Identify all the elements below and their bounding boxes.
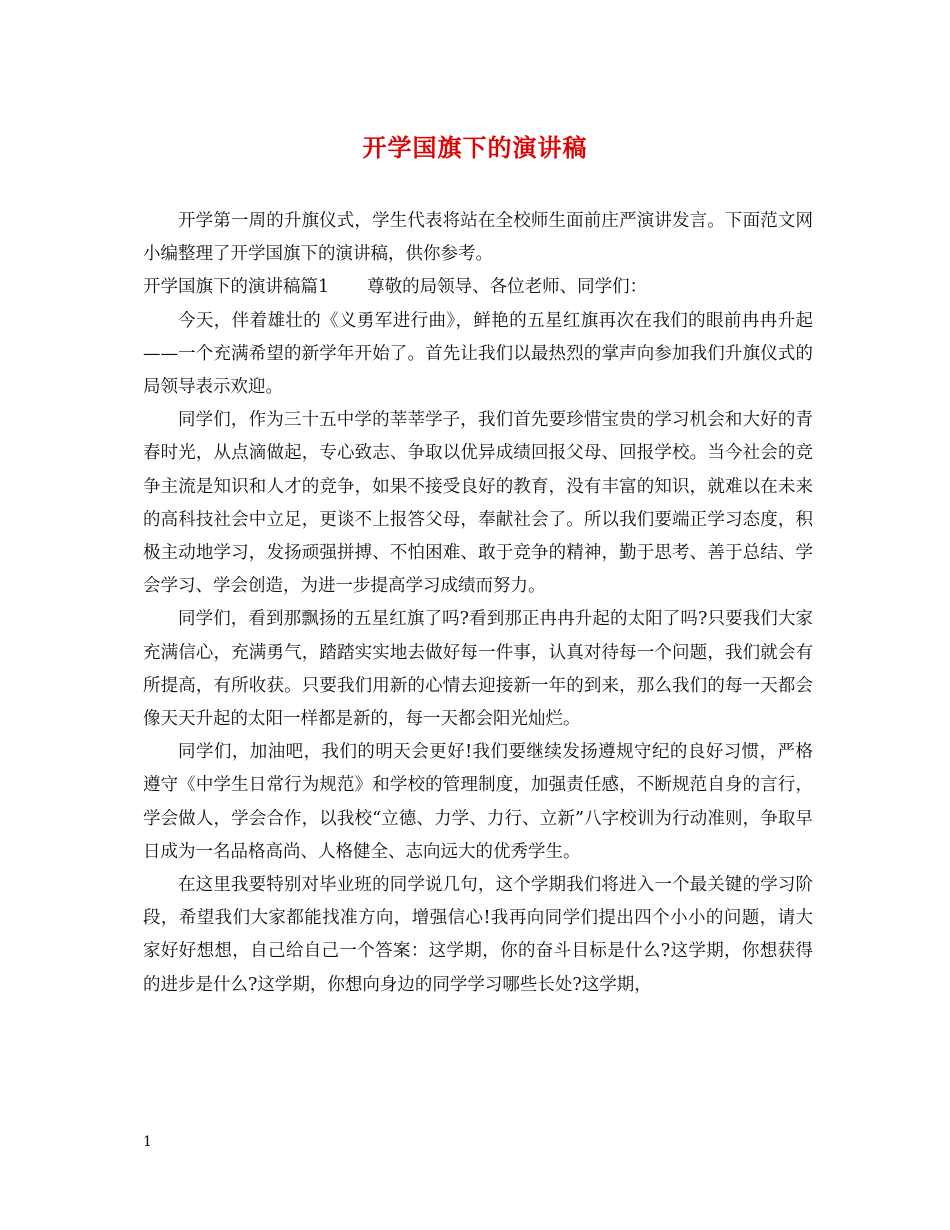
salutation: 尊敬的局领导、各位老师、同学们： bbox=[367, 277, 648, 298]
intro-paragraph: 开学第一周的升旗仪式，学生代表将站在全校师生面前庄严演讲发言。下面范文网小编整理了开学国旗下的演讲稿，供你参考。 bbox=[143, 211, 813, 265]
section-heading: 开学国旗下的演讲稿篇1 bbox=[143, 277, 330, 298]
section-heading-line bbox=[143, 271, 813, 304]
body-paragraph-4: 同学们，加油吧，我们的明天会更好!我们要继续发扬遵规守纪的良好习惯，严格遵守《中学生日常行为规范》和学校的管理制度，加强责任感，不断规范自身的言行，学会做人，学会合作，以我校“立德、力学、力行、立新”八字校训为行动准则，争取早日成为一名品格高尚、人格健全、志向远大的优秀学生。 bbox=[143, 742, 813, 862]
body-paragraph-2: 同学们，作为三十五中学的莘莘学子，我们首先要珍惜宝贵的学习机会和大好的青春时光，从点滴做起，专心致志、争取以优异成绩回报父母、回报学校。当今社会的竞争主流是知识和人才的竞争，如果不接受良好的教育，没有丰富的知识，就难以在未来的高科技社会中立足，更谈不上报答父母，奉献社会了。所以我们要端正学习态度，积极主动地学习，发扬顽强拼搏、不怕困难、敢于竞争的精神，勤于思考、善于总结、学会学习、学会创造，为进一步提高学习成绩而努力。 bbox=[143, 410, 813, 597]
document-title: 开学国旗下的演讲稿 bbox=[362, 133, 588, 162]
body-paragraph-1: 今天，伴着雄壮的《义勇军进行曲》，鲜艳的五星红旗再次在我们的眼前冉冉升起——一个充满希望的新学年开始了。首先让我们以最热烈的掌声向参加我们升旗仪式的局领导表示欢迎。 bbox=[143, 310, 813, 398]
document-body bbox=[143, 205, 813, 1002]
page-number: 1 bbox=[143, 1134, 152, 1150]
body-paragraph-5: 在这里我要特别对毕业班的同学说几句，这个学期我们将进入一个最关键的学习阶段，希望我们大家都能找准方向，增强信心!我再向同学们提出四个小小的问题，请大家好好想想，自己给自己一个答案：这学期，你的奋斗目标是什么?这学期，你想获得的进步是什么?这学期，你想向身边的同学学习哪些长处?这学期， bbox=[143, 875, 813, 995]
body-paragraph-3: 同学们，看到那飘扬的五星红旗了吗?看到那正冉冉升起的太阳了吗?只要我们大家充满信心，充满勇气，踏踏实实地去做好每一件事，认真对待每一个问题，我们就会有所提高，有所收获。只要我们用新的心情去迎接新一年的到来，那么我们的每一天都会像天天升起的太阳一样都是新的，每一天都会阳光灿烂。 bbox=[143, 609, 813, 730]
